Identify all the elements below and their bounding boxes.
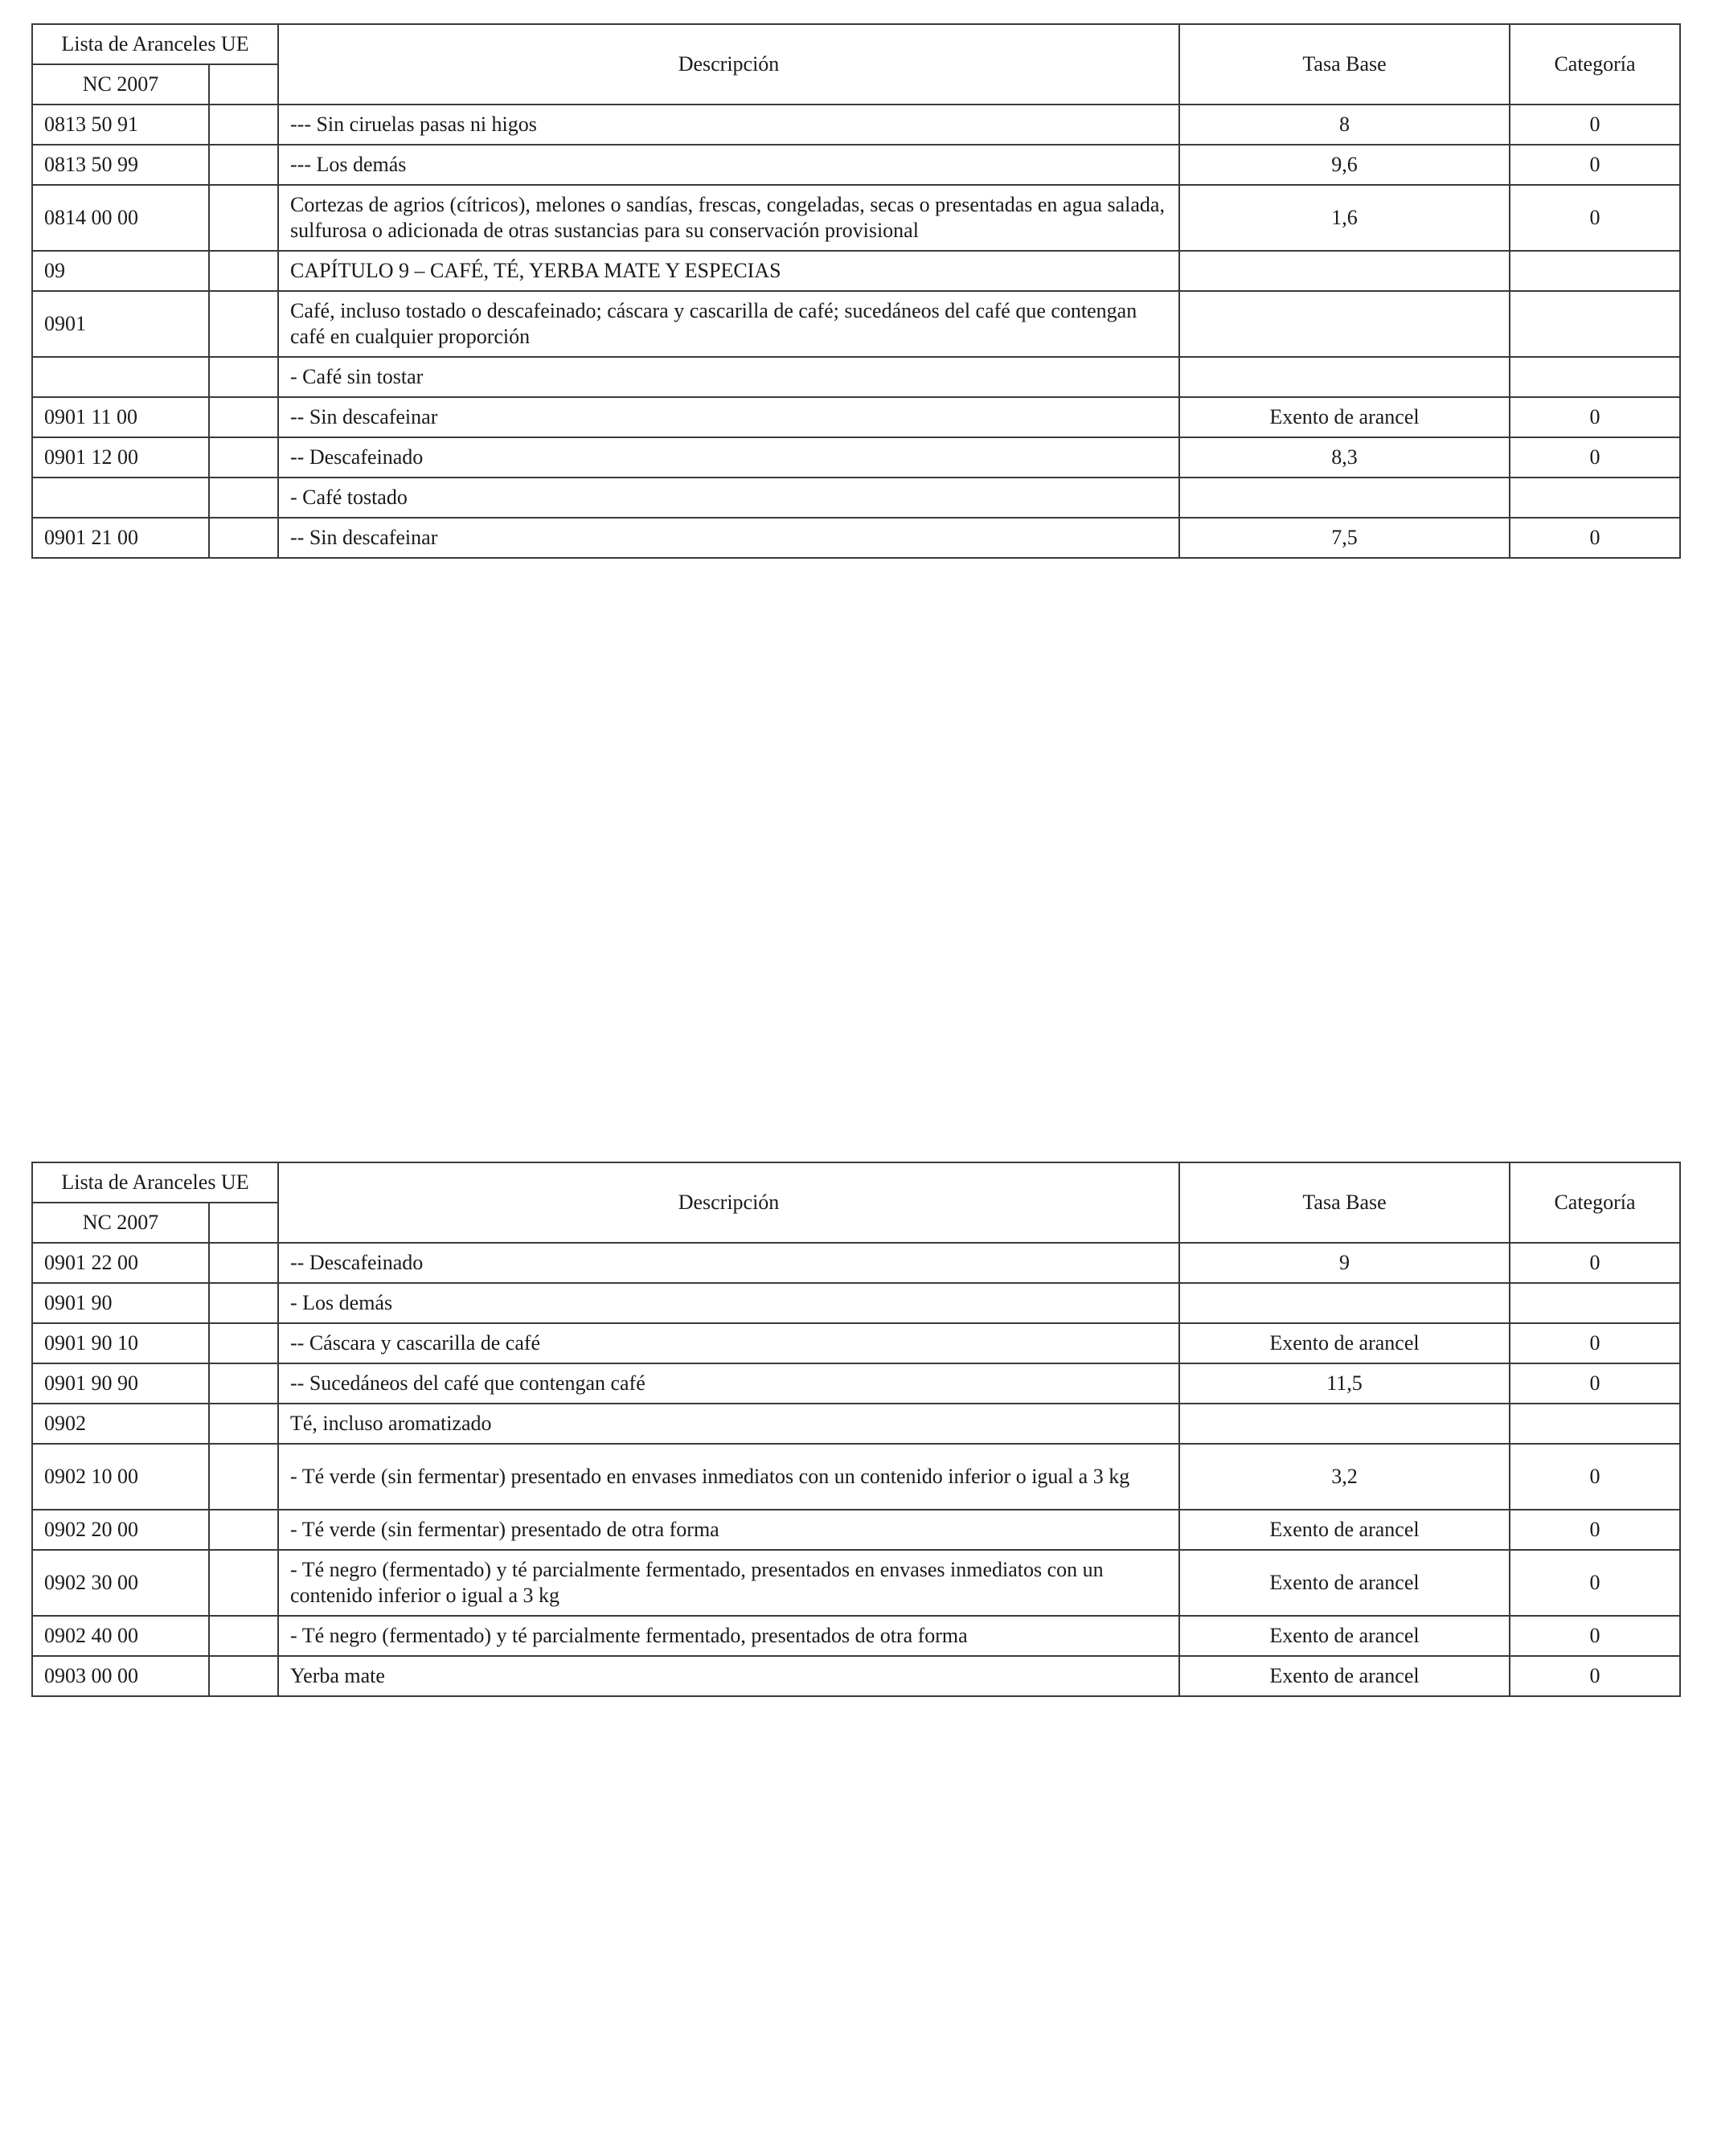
table-row	[32, 145, 1680, 185]
empty-cell	[209, 397, 278, 437]
rate-cell: 7,5	[1179, 518, 1510, 558]
table-row	[32, 397, 1680, 437]
code-cell: 0901 11 00	[32, 397, 209, 437]
rate-cell: 3,2	[1179, 1444, 1510, 1510]
description-cell: Té, incluso aromatizado	[278, 1404, 1179, 1444]
nc-header: NC 2007	[32, 1203, 209, 1243]
category-cell: 0	[1510, 1363, 1680, 1404]
empty-cell	[209, 1616, 278, 1656]
description-cell: - Té verde (sin fermentar) presentado de otra forma	[278, 1510, 1179, 1550]
table-row	[32, 1363, 1680, 1404]
empty-cell	[209, 1323, 278, 1363]
tariff-table	[31, 23, 1681, 559]
rate-cell: Exento de arancel	[1179, 1616, 1510, 1656]
category-cell: 0	[1510, 1616, 1680, 1656]
description-cell: Cortezas de agrios (cítricos), melones o sandías, frescas, congeladas, secas o presentadas en agua salada, sulfurosa o adicionada de otras sustancias para su conservación provisional	[278, 185, 1179, 251]
empty-cell	[209, 357, 278, 397]
rate-cell: 8,3	[1179, 437, 1510, 478]
rate-cell: Exento de arancel	[1179, 1550, 1510, 1616]
category-cell	[1510, 357, 1680, 397]
rate-cell	[1179, 1404, 1510, 1444]
description-cell: - Café tostado	[278, 478, 1179, 518]
empty-cell	[209, 105, 278, 145]
empty-cell	[209, 1656, 278, 1696]
table-row	[32, 185, 1680, 251]
rate-cell	[1179, 357, 1510, 397]
category-header: Categoría	[1510, 1162, 1680, 1243]
empty-cell	[209, 185, 278, 251]
category-cell: 0	[1510, 437, 1680, 478]
table-row	[32, 105, 1680, 145]
category-cell: 0	[1510, 1444, 1680, 1510]
table-row	[32, 1404, 1680, 1444]
rate-cell: 9	[1179, 1243, 1510, 1283]
code-cell: 0814 00 00	[32, 185, 209, 251]
category-cell	[1510, 1404, 1680, 1444]
code-cell: 0901	[32, 291, 209, 357]
table-row	[32, 1444, 1680, 1510]
description-cell: Yerba mate	[278, 1656, 1179, 1696]
table-row	[32, 1323, 1680, 1363]
code-cell: 0902 10 00	[32, 1444, 209, 1510]
rate-cell: Exento de arancel	[1179, 1323, 1510, 1363]
empty-cell	[209, 1363, 278, 1404]
description-cell: --- Sin ciruelas pasas ni higos	[278, 105, 1179, 145]
category-cell: 0	[1510, 1656, 1680, 1696]
table-row	[32, 251, 1680, 291]
empty-cell	[209, 478, 278, 518]
rate-cell: 8	[1179, 105, 1510, 145]
category-cell	[1510, 1283, 1680, 1323]
category-cell: 0	[1510, 145, 1680, 185]
code-cell: 0901 22 00	[32, 1243, 209, 1283]
description-cell: -- Sucedáneos del café que contengan café	[278, 1363, 1179, 1404]
rate-cell	[1179, 291, 1510, 357]
empty-cell	[209, 1444, 278, 1510]
category-cell: 0	[1510, 105, 1680, 145]
description-header: Descripción	[278, 1162, 1179, 1243]
empty-cell	[209, 64, 278, 105]
description-cell: - Té negro (fermentado) y té parcialmente fermentado, presentados de otra forma	[278, 1616, 1179, 1656]
description-cell: -- Descafeinado	[278, 1243, 1179, 1283]
code-cell: 0902	[32, 1404, 209, 1444]
category-cell: 0	[1510, 1323, 1680, 1363]
category-cell	[1510, 291, 1680, 357]
rate-cell	[1179, 1283, 1510, 1323]
code-cell: 0901 90 90	[32, 1363, 209, 1404]
description-cell: - Café sin tostar	[278, 357, 1179, 397]
rate-cell: 1,6	[1179, 185, 1510, 251]
description-cell: -- Sin descafeinar	[278, 518, 1179, 558]
description-cell: Café, incluso tostado o descafeinado; cáscara y cascarilla de café; sucedáneos del café que contengan café en cualquier proporción	[278, 291, 1179, 357]
table-row	[32, 1510, 1680, 1550]
list-header: Lista de Aranceles UE	[32, 1162, 278, 1203]
code-cell: 0902 20 00	[32, 1510, 209, 1550]
empty-cell	[209, 251, 278, 291]
header-row	[32, 24, 1680, 64]
table-row	[32, 518, 1680, 558]
code-cell: 0813 50 91	[32, 105, 209, 145]
empty-cell	[209, 1283, 278, 1323]
header-row	[32, 1162, 1680, 1203]
table-row	[32, 437, 1680, 478]
empty-cell	[209, 1510, 278, 1550]
empty-cell	[209, 291, 278, 357]
empty-cell	[209, 1550, 278, 1616]
table-row	[32, 1283, 1680, 1323]
description-header: Descripción	[278, 24, 1179, 105]
description-cell: -- Descafeinado	[278, 437, 1179, 478]
nc-header: NC 2007	[32, 64, 209, 105]
rate-cell	[1179, 478, 1510, 518]
empty-cell	[209, 1404, 278, 1444]
category-cell	[1510, 478, 1680, 518]
list-header: Lista de Aranceles UE	[32, 24, 278, 64]
code-cell: 0903 00 00	[32, 1656, 209, 1696]
code-cell: 0901 90	[32, 1283, 209, 1323]
category-cell: 0	[1510, 1243, 1680, 1283]
code-cell: 0902 40 00	[32, 1616, 209, 1656]
description-cell: - Té negro (fermentado) y té parcialmente fermentado, presentados en envases inmediatos con un contenido inferior o igual a 3 kg	[278, 1550, 1179, 1616]
code-cell: 0902 30 00	[32, 1550, 209, 1616]
description-cell: CAPÍTULO 9 – CAFÉ, TÉ, YERBA MATE Y ESPECIAS	[278, 251, 1179, 291]
rate-cell	[1179, 251, 1510, 291]
description-cell: -- Cáscara y cascarilla de café	[278, 1323, 1179, 1363]
description-cell: - Los demás	[278, 1283, 1179, 1323]
category-cell	[1510, 251, 1680, 291]
rate-header: Tasa Base	[1179, 1162, 1510, 1243]
code-cell: 09	[32, 251, 209, 291]
rate-cell: Exento de arancel	[1179, 397, 1510, 437]
category-cell: 0	[1510, 1510, 1680, 1550]
category-cell: 0	[1510, 397, 1680, 437]
rate-cell: Exento de arancel	[1179, 1656, 1510, 1696]
category-cell: 0	[1510, 185, 1680, 251]
table-row	[32, 1656, 1680, 1696]
empty-cell	[209, 437, 278, 478]
description-cell: -- Sin descafeinar	[278, 397, 1179, 437]
rate-cell: 9,6	[1179, 145, 1510, 185]
table-row	[32, 1550, 1680, 1616]
code-cell: 0901 21 00	[32, 518, 209, 558]
table-row	[32, 1616, 1680, 1656]
rate-cell: Exento de arancel	[1179, 1510, 1510, 1550]
category-cell: 0	[1510, 518, 1680, 558]
table-row	[32, 357, 1680, 397]
rate-cell: 11,5	[1179, 1363, 1510, 1404]
description-cell: - Té verde (sin fermentar) presentado en envases inmediatos con un contenido inferior o igual a 3 kg	[278, 1444, 1179, 1510]
code-cell	[32, 357, 209, 397]
code-cell	[32, 478, 209, 518]
table-row	[32, 478, 1680, 518]
rate-header: Tasa Base	[1179, 24, 1510, 105]
code-cell: 0901 12 00	[32, 437, 209, 478]
empty-cell	[209, 145, 278, 185]
table-row	[32, 1243, 1680, 1283]
empty-cell	[209, 1243, 278, 1283]
code-cell: 0901 90 10	[32, 1323, 209, 1363]
empty-cell	[209, 1203, 278, 1243]
table-row	[32, 291, 1680, 357]
category-cell: 0	[1510, 1550, 1680, 1616]
code-cell: 0813 50 99	[32, 145, 209, 185]
tariff-table	[31, 1162, 1681, 1697]
empty-cell	[209, 518, 278, 558]
category-header: Categoría	[1510, 24, 1680, 105]
description-cell: --- Los demás	[278, 145, 1179, 185]
